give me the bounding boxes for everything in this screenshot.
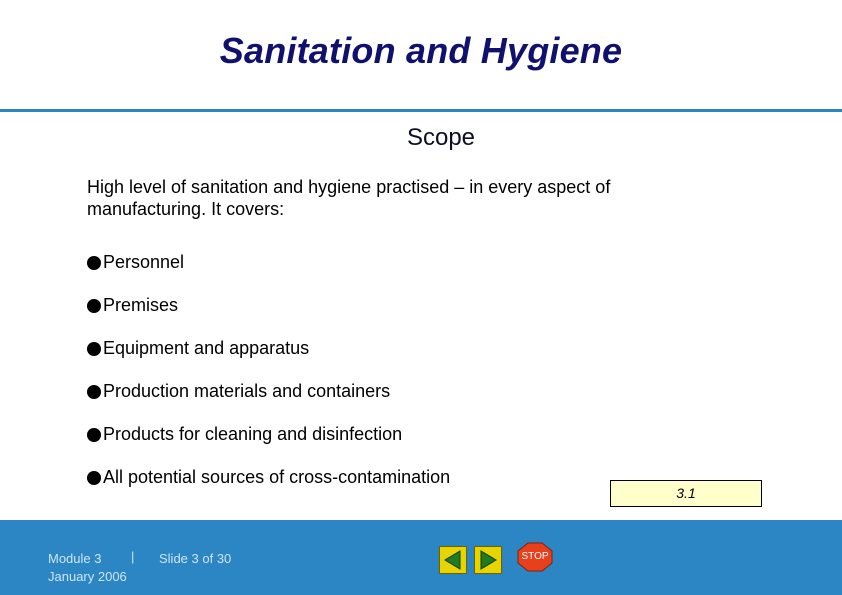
bullet-list [87,241,450,499]
title-divider [0,109,842,112]
stop-button[interactable] [517,542,553,572]
bullet-item-cross-contamination [87,456,450,499]
bullet-text: Production materials and containers [103,381,391,401]
bullet-text: Products for cleaning and disinfection [103,424,403,444]
bullet-item-equipment [87,327,450,370]
bullet-text: Equipment and apparatus [103,338,310,358]
reference-box: 3.1 [610,480,762,507]
footer-separator: | [131,549,135,564]
bullet-item-personnel [87,241,450,284]
bullet-dot-icon [87,471,101,485]
previous-slide-button[interactable] [439,546,467,574]
triangle-right-icon [475,547,501,573]
footer-date: January 2006 [48,569,127,584]
footer-module: Module 3 [48,551,102,566]
bullet-dot-icon [87,299,101,313]
bullet-item-production-materials [87,370,450,413]
bullet-text: Premises [103,295,179,315]
bullet-dot-icon [87,385,101,399]
next-slide-button[interactable] [474,546,502,574]
bullet-text: Personnel [103,252,185,272]
bullet-item-premises [87,284,450,327]
bullet-dot-icon [87,256,101,270]
slide-subtitle: Scope [406,124,476,151]
stop-label: STOP [521,551,549,562]
intro-text: High level of sanitation and hygiene practised – in every aspect of manufacturing. It covers: [87,177,611,219]
slide-title: Sanitation and Hygiene [219,30,623,71]
bullet-dot-icon [87,428,101,442]
bullet-dot-icon [87,342,101,356]
slide-counter: Slide 3 of 30 [159,551,232,566]
bullet-item-cleaning-products [87,413,450,456]
bullet-text: All potential sources of cross-contamination [103,467,451,487]
triangle-left-icon [440,547,466,573]
